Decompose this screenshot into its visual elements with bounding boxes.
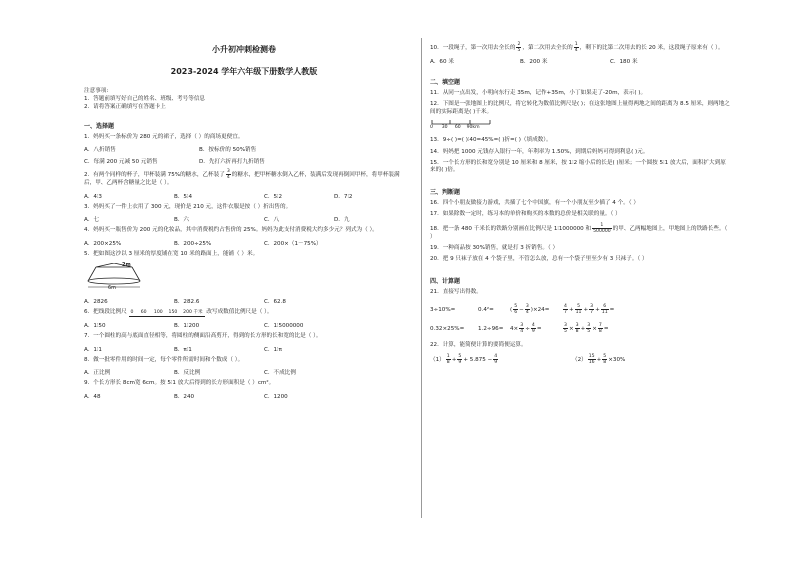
option: A．1∶50 [84, 323, 106, 330]
option: C．200×（1－75%） [264, 240, 322, 247]
question-9: 9．个长方形长 8cm宽 6cm。按 5∶1 放大后得到的长方形面积是（ ）cm²。 [84, 380, 275, 387]
question-text: ，第二次用去全长的 [522, 45, 573, 51]
section-choice-title: 一、选择题 [84, 123, 115, 130]
option: B．200÷25% [174, 240, 212, 247]
numerator: 1 [574, 42, 578, 47]
fraction [574, 42, 579, 53]
calc-text: ×30% [608, 356, 626, 363]
calc-item: 0.32×25%= [430, 325, 465, 332]
option: B．反比例 [174, 370, 201, 377]
option: A．正比例 [84, 370, 111, 377]
left-column [84, 38, 404, 400]
calc-text: （2） [572, 356, 587, 363]
question-text: 6．把线段比例尺 [84, 309, 127, 316]
notice-item: 1．答题前填写好自己的姓名、班级、考号等信息 [84, 96, 206, 102]
numerator: 3 [226, 169, 230, 175]
option: C．62.8 [264, 299, 286, 306]
fraction [516, 42, 521, 53]
notice-item: 2．请将答案正确填写在答题卡上 [84, 104, 166, 110]
calc-item: （1） $\frac{1}{8}$ + $\frac{5}{9}$ + 5.875 − $\frac{4}{9}$ [430, 353, 498, 365]
question-13: 13．9÷( )=( )∶40=45%=( )折=( )（填成数）。 [430, 137, 552, 144]
map-scale [430, 119, 730, 133]
calc-text: （1） [430, 356, 445, 363]
scale-tick: 150 [168, 310, 178, 316]
option: A．2826 [84, 299, 108, 306]
option: C．每满 200 元减 50 元销售 [84, 159, 158, 166]
numerator: 2 [517, 42, 521, 47]
question-6 [84, 309, 404, 317]
scale-tick: 90km [466, 125, 480, 131]
option: A．八折销售 [84, 147, 116, 154]
options-9 [84, 392, 404, 400]
option: B．六 [174, 217, 190, 224]
calc-item: 0.4²= [478, 306, 494, 313]
height-label: 2m [122, 262, 131, 269]
question-16: 16．四个小朋友做接力游戏，共插了七个中国旗，有一个小朋友至少插了 4 个。（ ） [430, 199, 639, 206]
option: A．1∶1 [84, 346, 102, 353]
fraction [226, 169, 231, 180]
scale-tick: 0 [430, 125, 433, 131]
question-text: 10．一段绳子，第一次用去全长的 [430, 45, 516, 51]
calc-item: 4× $\frac{3}{4}$ ÷ $\frac{4}{9}$ = [510, 323, 542, 335]
option: C．不成比例 [264, 370, 296, 377]
question-5: 5．把如图这沙以 3 厘米的厚度铺在宽 10 米的路面上，能铺（ ）米。 [84, 250, 259, 257]
option: B．282.6 [174, 299, 200, 306]
option: A．48 [84, 393, 101, 400]
calc-row-2 [430, 323, 730, 334]
scale-tick: 100 [153, 310, 163, 316]
question-21: 21．直接写出得数。 [430, 288, 482, 295]
question-text: ，剩下的比第二次用去的长 20 米，这段绳子原来有（ ）。 [579, 45, 724, 51]
denominator: 500000 [593, 228, 611, 234]
option: D．九 [334, 217, 350, 224]
option: C．1∶π [264, 346, 282, 353]
options-3 [84, 215, 404, 223]
options-1b [84, 157, 404, 165]
question-17: 17．如果除数一定时，练习本的单价和购买的本数的总价是相关联的量。（ ） [430, 211, 621, 218]
line-scale [129, 309, 205, 317]
options-7 [84, 345, 404, 353]
question-2 [84, 169, 404, 187]
scale-tick: 30 [441, 125, 448, 131]
denominator: 4 [574, 48, 578, 53]
question-text: 的糖水，把甲杯糖水倒入乙杯，装满后发现再倒回甲杯，将甲杯装满后，甲、乙两杯含糖量之比是（ ）。 [84, 172, 400, 187]
calc-item: （2） $\frac{15}{16}$ + $\frac{5}{8}$ ×30% [572, 353, 626, 365]
numerator: 1 [592, 223, 612, 229]
option: A．200×25% [84, 240, 122, 247]
question-12: 12．下图是一张地图上的比例尺，将它转化为数值比例尺是( )；在这张地图上量得两地之间的距离为 8.5 厘米，则两地之间的实际距离是( )千米。 [430, 101, 730, 115]
notice [84, 87, 404, 111]
question-text: 18．把一条 480 千米长的铁路分别画在比例尺是 1∶1000000 和 [430, 225, 592, 232]
question-15: 15．一个长方形的长和宽分别是 10 厘米和 8 厘米，按 1∶2 缩小后的长是( )厘米；一个圆按 5∶1 放大后，面积扩大到原来的( )倍。 [430, 160, 726, 174]
options-10 [430, 57, 730, 65]
calc-row-1 [430, 304, 730, 315]
calc-text: + 5.875 − [463, 356, 493, 363]
option: B．5∶4 [174, 193, 193, 200]
fraction [592, 223, 612, 234]
question-text: 2．有两个同样的杯子，甲杯装满 75%的糖水，乙杯装了 [84, 172, 225, 179]
question-3: 3．妈妈买了一件上衣用了 300 元，现价是 210 元，这件衣服是按（ ）折出售的。 [84, 203, 292, 210]
options-8 [84, 368, 404, 376]
options-1 [84, 145, 404, 153]
section-fill-title: 二、填空题 [430, 79, 461, 86]
option: C．180 米 [610, 59, 638, 65]
calc-text: ×24= [532, 307, 550, 314]
section-judge-title: 三、判断题 [430, 188, 461, 196]
question-11: 11．从同一点出发，小明向东行走 35m，记作+35m，小丁如果走了-20m，表示( )。 [430, 90, 647, 96]
option: D．7∶2 [334, 193, 353, 200]
option: B．π∶1 [174, 346, 192, 353]
option: D．先打六折再打九折销售 [199, 159, 265, 166]
denominator: 5 [517, 48, 521, 53]
calc-item: $\frac{3}{5}$ × $\frac{3}{8}$ + $\frac{3}{5}$ × $\frac{7}{8}$ = [564, 323, 609, 335]
sand-pile-figure [84, 263, 404, 293]
options-4 [84, 239, 404, 247]
width-label: 6m [108, 285, 117, 292]
option: B．按标价的 50%销售 [199, 147, 257, 154]
notice-label: 注意事项: [84, 88, 109, 94]
option: A．七 [84, 217, 100, 224]
section-calc-title: 四、计算题 [430, 277, 461, 285]
right-column [430, 38, 730, 365]
question-10 [430, 42, 730, 53]
question-text: 的甲、乙两幅地图上，甲地图上的铁路长些。（ ） [430, 225, 728, 240]
scale-tick: 0 [130, 310, 134, 316]
options-6 [84, 321, 404, 329]
question-1: 1．妈妈买一条标价为 280 元的裙子，选择（ ）的商场更便宜。 [84, 134, 244, 140]
option: C．1∶5000000 [264, 323, 304, 330]
option: B．240 [174, 393, 195, 400]
question-22: 22．计算，能简便计算的要简便运算。 [430, 342, 527, 349]
calc-item: 1.2÷96= [478, 325, 504, 332]
option: C．八 [264, 217, 280, 224]
column-divider [421, 38, 422, 518]
scale-tick: 60 [140, 310, 147, 316]
option: B．200 米 [520, 59, 548, 65]
scale-tick: 200 千米 [183, 310, 203, 316]
options-5 [84, 297, 404, 305]
exam-subtitle: 2023-2024 学年六年级下册数学人教版 [170, 67, 318, 76]
calc-item: 3÷10%= [430, 306, 456, 313]
denominator: 4 [226, 175, 230, 181]
options-2 [84, 192, 404, 200]
option: C．1200 [264, 393, 288, 400]
option: C．5∶2 [264, 193, 283, 200]
calc-text: = [603, 326, 609, 333]
option: A．4∶3 [84, 193, 102, 200]
question-20: 20．把 9 只袜子放在 4 个袋子里，不管怎么放，总有一个袋子里至少有 3 只袜子。（ ） [430, 256, 648, 263]
calc-text: = [536, 326, 542, 333]
calc-item: $\frac{4}{7}$ + $\frac{5}{11}$ + $\frac{3}{7}$ + $\frac{6}{11}$ = [564, 304, 615, 316]
calc-item: ( $\frac{5}{6}$ − $\frac{3}{4}$ )×24= [510, 304, 550, 316]
question-text: 改写成数值比例尺是（ ）。 [206, 309, 273, 316]
scale-labels [430, 125, 480, 130]
question-18 [430, 223, 730, 241]
question-8: 8．做一批零件用的时间一定，每个零件所需时间和个数成（ ）。 [84, 356, 244, 363]
option: A．60 米 [430, 59, 454, 65]
calc-row-3 [430, 354, 730, 365]
calc-text: = [609, 307, 615, 314]
option: B．1∶200 [174, 323, 200, 330]
question-4: 4．妈妈买一瓶售价为 200 元的化妆品，其中消费税约占售价的 25%。妈妈为此支付消费税大约多少元？列式为（ ）。 [84, 227, 378, 234]
exam-title: 小升初冲刺检测卷 [212, 45, 276, 54]
question-14: 14．妈妈把 1000 元钱存入银行一年，年利率为 1.50%，到期后妈妈可得到利息( )元。 [430, 148, 649, 155]
scale-tick: 60 [454, 125, 461, 131]
question-19: 19．一种商品按 30%销售，就是打 3 折销售。（ ） [430, 245, 559, 252]
question-7: 7．一个圆柱的高与底面直径相等，将圆柱的侧面沿高剪开，得到的长方形的长和宽的比是（ ）。 [84, 333, 322, 340]
